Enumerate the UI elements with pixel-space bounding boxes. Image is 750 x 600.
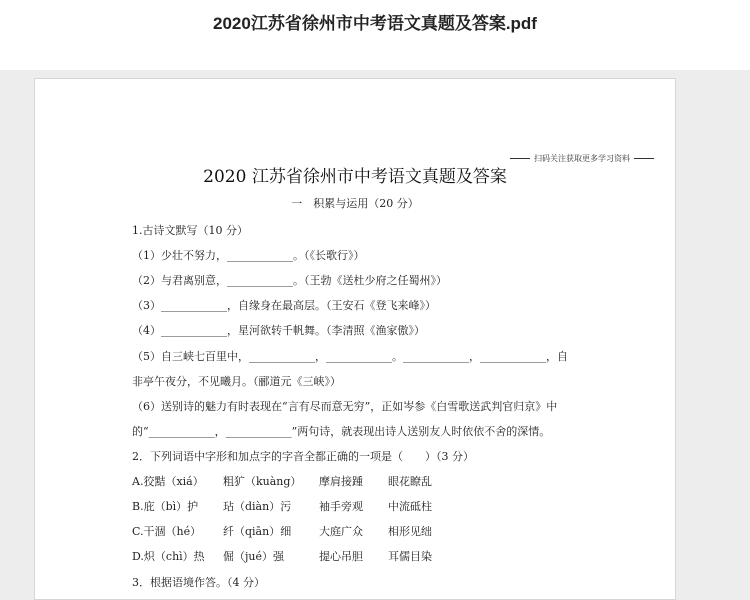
document-page[interactable] bbox=[34, 78, 676, 600]
section-heading: 一 积累与运用（20 分） bbox=[291, 197, 419, 210]
option-c-4: 相形见绌 bbox=[388, 525, 432, 538]
question-1-item-6: （6）送别诗的魅力有时表现在“言有尽而意无穷”，正如岑参《白雪歌送武判官归京》中 bbox=[132, 400, 558, 413]
question-1-item-3: （3）____________，自缘身在最高层。（王安石《登飞来峰》） bbox=[132, 299, 436, 312]
promo-dash-left bbox=[510, 158, 530, 159]
option-b-2: 玷（diàn）污 bbox=[223, 500, 292, 513]
option-c-2: 纤（qiān）细 bbox=[223, 525, 292, 538]
question-1-item-1: （1）少壮不努力，____________。（《长歌行》） bbox=[132, 249, 365, 262]
question-3: 3．根据语境作答。（4 分） bbox=[132, 576, 265, 589]
option-d-2: 倔（jué）强 bbox=[223, 550, 285, 563]
option-a-4: 眼花瞭乱 bbox=[388, 475, 432, 488]
option-d-1: D.炽（chì）热 bbox=[132, 550, 205, 563]
top-bar bbox=[0, 0, 750, 70]
question-1: 1.古诗文默写（10 分） bbox=[132, 224, 248, 237]
option-a-3: 摩肩接踵 bbox=[319, 475, 363, 488]
promo-dash-right bbox=[634, 158, 654, 159]
document-title: 2020 江苏省徐州市中考语文真题及答案 bbox=[203, 167, 507, 187]
option-c-3: 大庭广众 bbox=[319, 525, 363, 538]
file-title: 2020江苏省徐州市中考语文真题及答案.pdf bbox=[213, 14, 537, 33]
question-1-item-5-cont: 非亭午夜分，不见曦月。（郦道元《三峡》） bbox=[132, 375, 341, 388]
option-a-2: 粗犷（kuàng） bbox=[223, 475, 302, 488]
question-1-item-5: （5）自三峡七百里中，____________，____________。____________，____________，自 bbox=[132, 350, 568, 363]
option-d-4: 耳儒目染 bbox=[388, 550, 432, 563]
question-1-item-4: （4）____________，星河欲转千帆舞。（李清照《渔家傲》） bbox=[132, 324, 425, 337]
option-b-1: B.庇（bì）护 bbox=[132, 500, 199, 513]
question-1-item-2: （2）与君离别意，____________。（王勃《送杜少府之任蜀州》） bbox=[132, 274, 447, 287]
option-a-1: A.狡黠（xiá） bbox=[132, 475, 204, 488]
option-c-1: C.干涸（hé） bbox=[132, 525, 202, 538]
promo-text: 扫码关注获取更多学习资料 bbox=[534, 154, 630, 163]
question-2: 2．下列词语中字形和加点字的字音全都正确的一项是（ ）（3 分） bbox=[132, 450, 474, 463]
question-1-item-6-cont: 的“____________，____________”两句诗，就表现出诗人送别友人时依依不舍的深情。 bbox=[132, 425, 551, 438]
option-d-3: 提心吊胆 bbox=[319, 550, 363, 563]
option-b-3: 袖手旁观 bbox=[319, 500, 363, 513]
option-b-4: 中流砥柱 bbox=[388, 500, 432, 513]
